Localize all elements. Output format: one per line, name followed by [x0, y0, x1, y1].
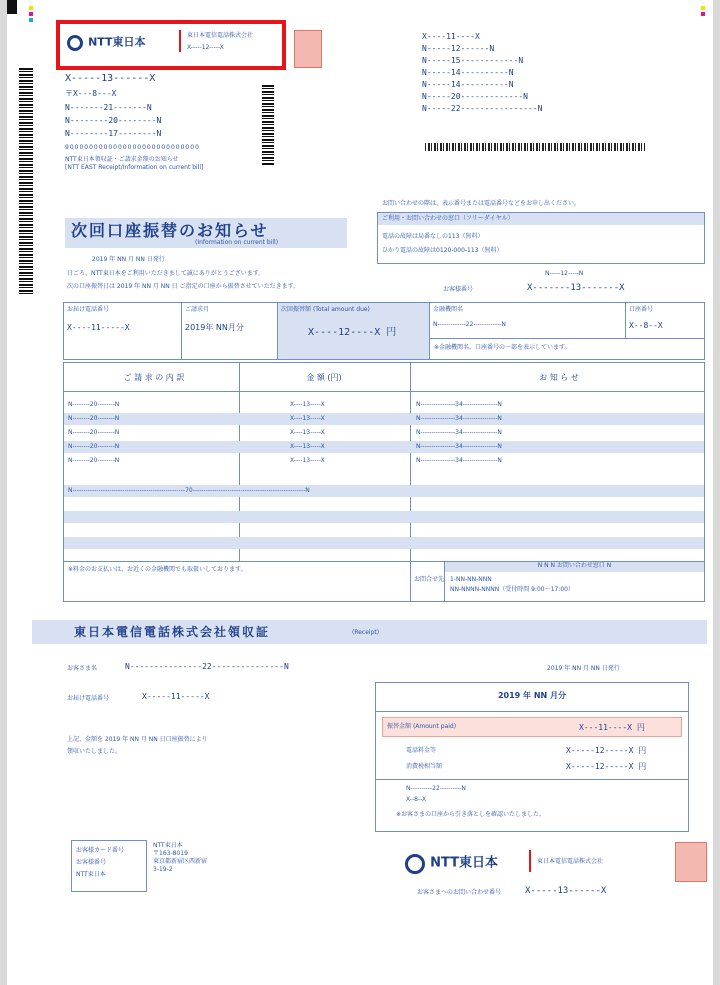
contact-row: ひかり電話の故障は0120-000-113（無料）: [382, 247, 503, 254]
bank-note: ※金融機関名、口座番号の一部を表示しています。: [434, 344, 571, 351]
footer-right-line: NN-NNNN-NNNN（受付時間 9:00～17:00）: [450, 586, 574, 593]
phone-label: お届け電話番号: [67, 306, 110, 313]
addr-line: 3-19-2: [153, 866, 173, 873]
breakdown-label: 消費税相当額: [406, 763, 443, 770]
row-note: N----------------34----------------N: [416, 415, 502, 422]
addr-line: 〒163-8019: [153, 850, 188, 857]
table-row: [64, 441, 704, 453]
breakdown-label: 電話料金等: [406, 747, 437, 754]
ntt-logo-icon: [405, 854, 425, 874]
barcode-digits: 9000000000000000000000000000: [65, 144, 200, 151]
postal-code: 〒X---8---X: [65, 89, 117, 98]
breakdown-value: X-----12-----X: [566, 746, 634, 755]
breakdown-unit: 円: [638, 762, 647, 771]
footer-customer-value: X-----13------X: [525, 886, 607, 896]
row-item: N--------20--------N: [68, 457, 120, 464]
footer-brand: NTT東日本: [430, 855, 499, 871]
paid-row: [382, 717, 682, 737]
footer-stamp-box: [71, 840, 147, 892]
sender-code: X-----12-----X: [187, 44, 224, 51]
divider: [529, 850, 531, 872]
phone-cell: [64, 303, 182, 359]
row-item: N--------20--------N: [68, 415, 120, 422]
bill-page: [7, 0, 713, 985]
address-line: N-------21-------N: [65, 103, 152, 112]
col-header-amount: 金 額 (円): [306, 373, 342, 382]
phone-value: X----11-----X: [67, 323, 130, 332]
col-header-note: お 知 ら せ: [539, 373, 579, 382]
paid-label-en: (Amount paid): [412, 723, 457, 730]
contact-row: 電話の故障は局番なしの113（無料）: [382, 233, 484, 240]
row-divider: [64, 391, 704, 392]
footer-ntt-logo: [405, 853, 498, 874]
month-value: 2019年 NN月分: [185, 323, 244, 332]
receipt-phone-value: X-----11-----X: [142, 692, 210, 701]
account-cell: [626, 303, 704, 339]
table-row: [64, 399, 704, 411]
receipt-period: 2019 年 NN 月分: [497, 691, 566, 700]
registration-mark: [29, 18, 33, 22]
bank-cell: [430, 303, 626, 339]
address-line: N--------17--------N: [65, 129, 162, 138]
info-line: N-----15------------N: [422, 56, 524, 65]
right-info-block: [422, 32, 542, 113]
month-label: ご請求月: [185, 306, 210, 313]
wide-row: [64, 485, 704, 497]
registration-mark: [701, 6, 705, 10]
row-item: N--------20--------N: [68, 401, 120, 408]
col-header-item: ご 請 求 の 内 訳: [123, 373, 185, 382]
account-label: 口座番号: [629, 306, 654, 313]
footer-customer-label: お客さまへのお問い合わせ番号: [417, 889, 502, 896]
amount-label-en: (Total amount due): [312, 306, 370, 313]
company-seal: [294, 30, 322, 68]
summary-box: [63, 302, 705, 360]
stamp-line: お客様カード番号: [76, 847, 125, 854]
ntt-logo-icon: [67, 35, 83, 51]
footer-mid-label: お問合せ先: [414, 576, 445, 583]
receipt-received2: 領収いたしました。: [67, 748, 122, 755]
contract-value: N-----12-----N: [545, 270, 584, 277]
misc-line: N----------22----------N: [406, 785, 466, 792]
addr-line: 東京都新宿区西新宿: [153, 858, 208, 865]
row-amount: X----13-----X: [290, 457, 325, 464]
divider: [179, 30, 181, 52]
footer-sender-name: 東日本電信電話株式会社: [537, 858, 604, 865]
amount-label: 次回振替額: [281, 306, 312, 313]
empty-shaded-row: [64, 537, 704, 549]
caption-ja: NTT東日本領収証・ご請求金額のお知らせ: [65, 156, 179, 163]
month-cell: [182, 303, 278, 359]
info-line: N-----22----------------N: [422, 104, 543, 113]
registration-mark: [29, 12, 33, 16]
receipt-name-label: お客さま名: [67, 665, 98, 672]
receipt-note: ※お客さまの口座から引き落としを確認いたしました。: [396, 811, 546, 818]
row-divider: [376, 779, 688, 780]
brand-name: NTT東日本: [88, 35, 146, 49]
receipt-issue-date: 2019 年 NN 月 NN 日発行: [547, 665, 620, 672]
contact-lead: お問い合わせの際は、表示番号または電話番号などをお申し出ください。: [382, 200, 581, 207]
paid-unit: 円: [636, 723, 645, 732]
amount-unit: 円: [386, 327, 397, 338]
info-line: N-----12------N: [422, 44, 495, 53]
registration-mark: [701, 12, 705, 16]
amount-cell: [278, 303, 430, 359]
row-note: N----------------34----------------N: [416, 401, 502, 408]
receipt-title-band: [32, 620, 707, 644]
footer-right-title: N N N お問い合わせ窓口 N: [445, 562, 704, 572]
notice-title: 次回口座振替のお知らせ: [71, 221, 269, 240]
registration-mark: [29, 6, 33, 10]
notice-intro: 日ごろ、NTT東日本をご利用いただきまして誠にありがとうございます。: [67, 270, 265, 277]
row-note: N----------------34----------------N: [416, 457, 502, 464]
notice-next: 次の口座振替日は 2019 年 NN 月 NN 日 ご指定の口座から振替させていただきます。: [67, 283, 300, 290]
footer-company-seal: [675, 842, 707, 882]
notice-title-en: (Information on current bill): [195, 239, 279, 246]
receipt-received: 上記、金額を 2019 年 NN 月 NN 日口座振替により: [67, 736, 208, 743]
stamp-line: お客様番号: [76, 859, 107, 866]
contact-box: [377, 212, 705, 264]
row-amount: X----13-----X: [290, 429, 325, 436]
empty-shaded-row: [64, 511, 704, 523]
info-line: N-----14----------N: [422, 68, 514, 77]
receipt-phone-label: お届け電話番号: [67, 695, 110, 702]
misc-line: X--8--X: [406, 796, 427, 803]
paid-label: 振替金額: [387, 723, 412, 730]
row-amount: X----13-----X: [290, 415, 325, 422]
receipt-title-en: (Receipt): [352, 629, 380, 636]
row-item: N--------20--------N: [68, 429, 120, 436]
address-line: N--------20--------N: [65, 116, 162, 125]
addr-line: NTT東日本: [153, 842, 183, 849]
row-item: N--------20--------N: [68, 443, 120, 450]
row-note: N----------------34----------------N: [416, 429, 502, 436]
footer-left: ※料金のお支払いは、お近くの金融機関でも取扱いしております。: [68, 566, 247, 573]
customer-id: X-----13------X: [65, 73, 156, 84]
detail-table: [63, 362, 705, 602]
table-row: [64, 427, 704, 439]
customer-label: お客様番号: [443, 286, 474, 293]
caption-en: [NTT EAST Receipt/Information on current bill]: [65, 164, 204, 171]
wide-row-text: N----------------------------------------------------70----------------------------------------------------N: [68, 487, 310, 494]
receipt-amount-box: [375, 682, 689, 832]
sender-name: 東日本電信電話株式会社: [187, 32, 254, 39]
breakdown-value: X-----12-----X: [566, 762, 634, 771]
notice-title-band: [65, 218, 347, 248]
ntt-logo: [67, 32, 146, 51]
side-barcode: [19, 68, 33, 296]
footer-right-line: 1-NN-NN-NNN: [450, 576, 492, 583]
table-row: [64, 413, 704, 425]
customer-value: X-------13-------X: [527, 283, 625, 293]
issue-date: 2019 年 NN 月 NN 日発行: [92, 256, 165, 263]
row-amount: X----13-----X: [290, 401, 325, 408]
table-row: [64, 455, 704, 467]
row-amount: X----13-----X: [290, 443, 325, 450]
stamp-line: NTT東日本: [76, 871, 106, 878]
addressee-block: [65, 73, 203, 172]
corner-mark: [7, 0, 17, 14]
receipt-name-value: N---------------22---------------N: [125, 662, 289, 671]
amount-value: X----12----X: [308, 327, 381, 338]
bank-value: N-------------22-------------N: [433, 321, 506, 328]
footer-address: [153, 842, 207, 874]
contact-row: ご利用・お問い合わせの窓口（フリーダイヤル）: [378, 213, 704, 225]
paid-value: X---11----X: [579, 723, 632, 732]
row-divider: [376, 711, 688, 712]
bank-label: 金融機関名: [433, 306, 464, 313]
row-note: N----------------34----------------N: [416, 443, 502, 450]
sort-barcode: [262, 85, 274, 165]
account-value: X--8--X: [629, 321, 663, 330]
info-line: N-----20-------------N: [422, 92, 528, 101]
receipt-title: 東日本電信電話株式会社領収証: [74, 625, 271, 639]
customer-barcode: [425, 143, 645, 151]
breakdown-unit: 円: [638, 746, 647, 755]
info-line: X----11----X: [422, 32, 480, 41]
info-line: N-----14----------N: [422, 80, 514, 89]
